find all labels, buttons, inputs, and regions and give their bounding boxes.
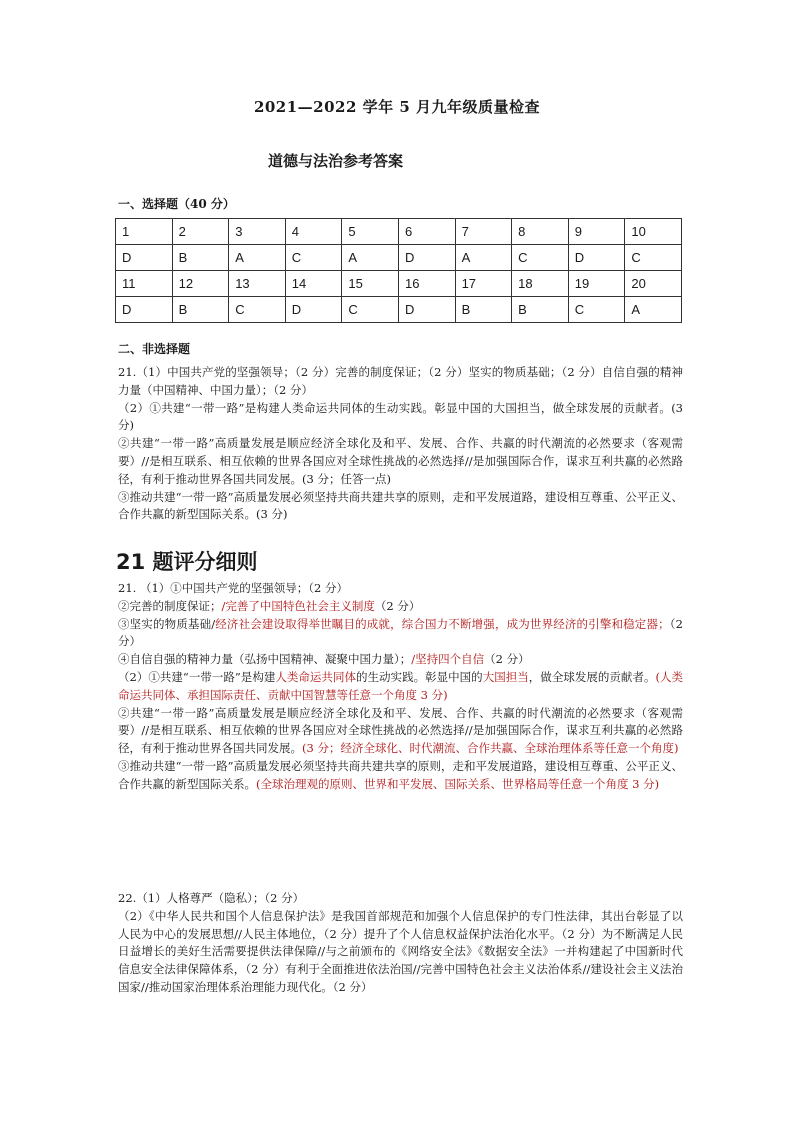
detail-line [118,705,683,758]
table-row [116,219,682,245]
table-cell: 5 [342,219,399,245]
document-subtitle: 道德与法治参考答案 [268,152,404,170]
table-row [116,245,682,271]
table-cell: 3 [229,219,286,245]
table-cell: 10 [625,219,682,245]
table-cell: 18 [512,271,569,297]
table-cell: C [285,245,342,271]
table-cell: B [512,297,569,323]
table-cell: C [512,245,569,271]
table-cell: A [625,297,682,323]
detail-line [118,651,683,669]
table-cell: 11 [116,271,173,297]
table-cell: D [398,245,455,271]
q21-line: （2）①共建“一带一路”是构建人类命运共同体的生动实践。彰显中国的大国担当，做全球发展的贡献者。(3 分) [118,400,683,433]
table-cell: 20 [625,271,682,297]
q21-line: 21.（1）中国共产党的坚强领导；（2 分）完善的制度保证；（2 分）坚实的物质基础；（2 分）自信自强的精神力量（中国精神、中国力量）；（2 分） [118,365,683,397]
detail-alt-text: 大国担当 [482,669,529,684]
table-cell: D [398,297,455,323]
detail-line [118,580,683,598]
table-cell: C [229,297,286,323]
detail-line [118,758,683,794]
detail-line [118,598,683,616]
table-cell: D [568,245,625,271]
table-cell: A [229,245,286,271]
table-cell: 14 [285,271,342,297]
table-cell: A [455,245,512,271]
q21-answer [118,364,683,524]
table-cell: C [342,297,399,323]
detail-text: ③推动共建“一带一路”高质量发展必须坚持共商共建共享的原则，走和平发展道路，建设相互尊重、公平正义、合作共赢的新型国际关系。 [118,758,683,791]
detail-text: （2 分） [118,616,684,649]
table-row [116,271,682,297]
table-cell: D [285,297,342,323]
table-cell: 15 [342,271,399,297]
q22-answer [118,890,683,997]
detail-alt-text: 经济社会建设取得举世瞩目的成就，综合国力不断增强，成为世界经济的引擎和稳定器； [215,616,670,631]
table-cell: 1 [116,219,173,245]
table-cell: 4 [285,219,342,245]
detail-alt-text: (人类命运共同体、承担国际责任、贡献中国智慧等任意一个角度 3 分) [118,669,684,702]
detail-text: ④自信自强的精神力量（弘扬中国精神、凝聚中国力量）； [118,652,412,667]
table-cell: 9 [568,219,625,245]
table-cell: 13 [229,271,286,297]
table-cell: C [568,297,625,323]
detail-line [118,669,683,705]
table-row [116,297,682,323]
detail-text: （2 分） [484,652,530,667]
table-cell: D [116,245,173,271]
table-cell: 6 [398,219,455,245]
table-cell: 7 [455,219,512,245]
detail-text: 21. （1）①中国共产党的坚强领导；（2 分） [118,581,348,595]
scoring-rules-heading: 21 题评分细则 [116,550,258,574]
table-cell: 2 [172,219,229,245]
detail-alt-text: /坚持四个自信 [411,652,485,667]
detail-text: ②共建“一带一路”高质量发展是顺应经济全球化及和平、发展、合作、共赢的时代潮流的必然要求（客观需要）//是相互联系、相互依赖的世界各国应对全球性挑战的必然选择//是加强国际合作，谋求互利共赢的必然路径，有利于推动世界各国共同发展。 [118,705,683,756]
document-title: 2021—2022 学年 5 月九年级质量检查 [253,98,541,116]
q22-line: （2）《中华人民共和国个人信息保护法》是我国首部规范和加强个人信息保护的专门性法律，其出台彰显了以人民为中心的发展思想//人民主体地位，（2 分）提升了个人信息权益保护法治化水平。（2 分）为不断满足人民日益增长的美好生活需要提供法律保障//与之前颁布的《网络安全法》《数据安全法》一并构建起了中国新时代信息安全法律保障体系，（2 分）有利于全面推进依法治国//完善中国特色社会主义法治体系//建设社会主义法治国家//推动国家治理体系治理能力现代化。（2 分） [118,908,683,994]
detail-text: ②完善的制度保证； [118,598,222,613]
detail-alt-text: /完善了中国特色社会主义制度 [221,598,375,613]
detail-line [118,616,683,652]
section-2-title: 二、非选择题 [118,342,191,356]
table-cell: B [455,297,512,323]
table-cell: 16 [398,271,455,297]
table-cell: C [625,245,682,271]
detail-text: 的生动实践。彰显中国的 [356,669,483,684]
table-cell: 17 [455,271,512,297]
detail-text: ③坚实的物质基础/ [118,616,216,631]
detail-alt-text: 人类命运共同体 [275,669,356,684]
q21-line: ②共建“一带一路”高质量发展是顺应经济全球化及和平、发展、合作、共赢的时代潮流的必然要求（客观需要）//是相互联系、相互依赖的世界各国应对全球性挑战的必然选择//是加强国际合作，谋求互利共赢的必然路径，有利于推动世界各国共同发展。(3 分；任答一点) [118,436,683,486]
scoring-rules-detail [118,580,683,794]
q21-line: ③推动共建“一带一路”高质量发展必须坚持共商共建共享的原则，走和平发展道路，建设相互尊重、公平正义、合作共赢的新型国际关系。(3 分) [118,489,683,522]
table-cell: B [172,245,229,271]
q22-line: 22.（1）人格尊严（隐私）；（2 分） [118,891,305,905]
table-cell: 19 [568,271,625,297]
detail-alt-text: (全球治理观的原则、世界和平发展、国际关系、世界格局等任意一个角度 3 分) [256,776,660,791]
section-1-title: 一、选择题（40 分） [118,197,235,211]
detail-text: （2）①共建“一带一路”是构建 [118,669,276,684]
detail-alt-text: (3 分；经济全球化、时代潮流、合作共赢、全球治理体系等任意一个角度) [302,741,679,756]
table-cell: 12 [172,271,229,297]
table-cell: 8 [512,219,569,245]
table-cell: B [172,297,229,323]
table-cell: A [342,245,399,271]
detail-text: （2 分） [374,598,421,613]
detail-text: ，做全球发展的贡献者。 [528,669,656,684]
answer-table [115,218,682,323]
table-cell: D [116,297,173,323]
